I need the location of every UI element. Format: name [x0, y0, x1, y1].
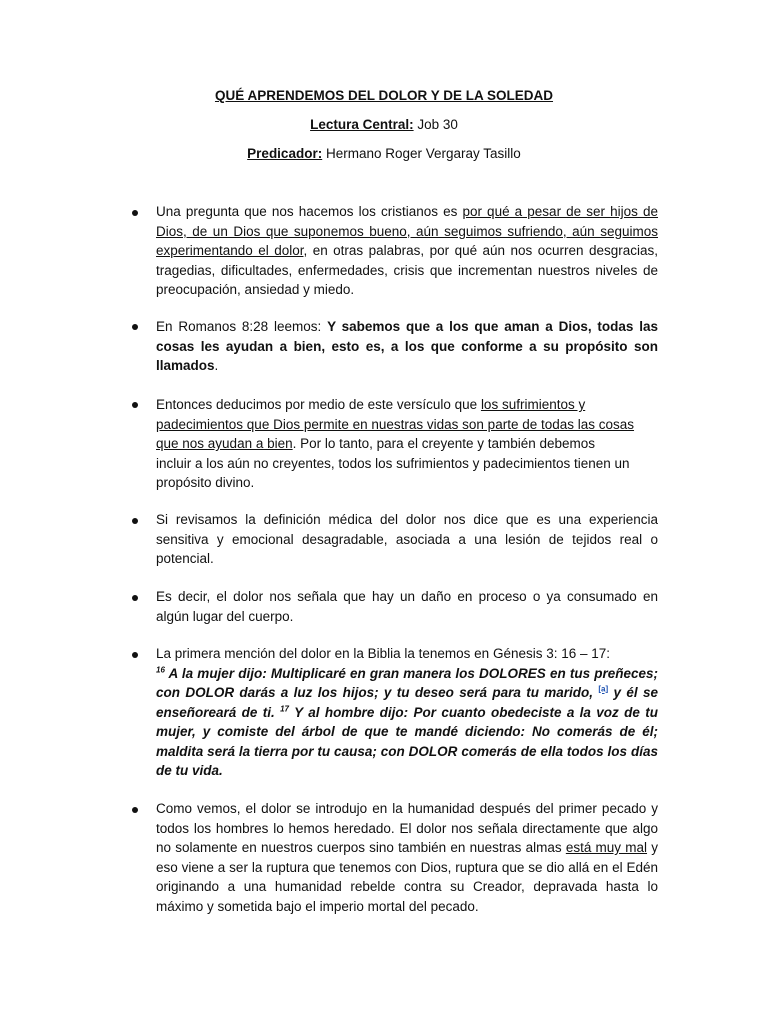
reading-line — [0, 117, 768, 133]
p7-text-a: Como vemos, el dolor se introdujo en la humanidad después del primer pecado y todos los hombres lo hemos heredado. El dolor nos señala directamente que algo no solamente en nuestros cuerpos sino también en nuestras almas — [156, 801, 658, 855]
paragraph-1 — [156, 202, 658, 300]
footnote-link[interactable]: [a] — [598, 684, 609, 694]
document-title — [0, 88, 768, 104]
p3-text-a: Entonces deducimos por medio de este versículo que — [156, 397, 481, 412]
reading-label: Lectura Central: — [310, 117, 414, 132]
title-text: QUÉ APRENDEMOS DEL DOLOR Y DE LA SOLEDAD — [214, 88, 554, 103]
verse-17-text: Y al hombre dijo: Por cuanto obedeciste a la voz de tu mujer, y comiste del árbol de que te mandé diciendo: No comerás de él; maldita será la tierra por tu causa; con DOLOR comerás de ella todos los días de tu vida. — [156, 704, 658, 778]
bullet-5 — [132, 595, 138, 601]
p4-text: Si revisamos la definición médica del dolor nos dice que es una experiencia sensitiva y emocional desagradable, asociada a una lesión de tejidos real o potencial. — [156, 512, 658, 566]
p3-underlined-2: padecimientos que Dios permite en nuestras vidas son parte de todas las cosas — [156, 416, 635, 432]
p2-text-c: . — [214, 358, 219, 373]
paragraph-5 — [156, 587, 658, 626]
paragraph-3 — [156, 395, 658, 493]
bullet-2 — [132, 324, 138, 330]
verse-17-number: 17 — [280, 704, 289, 713]
p6-intro: La primera mención del dolor en la Biblia la tenemos en Génesis 3: 16 – 17: — [156, 646, 611, 661]
bullet-3 — [132, 402, 138, 408]
reading-value: Job 30 — [413, 117, 458, 132]
preacher-label: Predicador: — [247, 146, 323, 161]
paragraph-6 — [156, 644, 658, 781]
bullet-4 — [132, 518, 138, 524]
bullet-6 — [132, 652, 138, 658]
p1-text-a: Una pregunta que nos hacemos los cristianos es — [156, 204, 463, 219]
p3-text-c1: . Por lo tanto, para el creyente y también debemos — [292, 436, 596, 451]
bullet-7 — [132, 807, 138, 813]
p3-text-c3: propósito divino. — [156, 475, 255, 490]
p2-text-a: En Romanos 8:28 leemos: — [156, 319, 328, 334]
preacher-value: Hermano Roger Vergaray Tasillo — [322, 146, 521, 161]
p3-underlined-1: los sufrimientos y — [480, 397, 586, 412]
verse-16-text-b: y él se enseñoreará de ti. — [156, 685, 658, 720]
preacher-line — [0, 146, 768, 162]
p2-verse-bold: Y sabemos que a los que aman a Dios, todas las cosas les ayudan a bien, esto es, a los que conforme a su propósito son llamados — [156, 319, 658, 373]
verse-16-text-a: A la mujer dijo: Multiplicaré en gran manera los DOLORES en tus preñeces; con DOLOR darás a luz los hijos; y tu deseo será para tu marido, — [156, 665, 658, 700]
verse-16-number: 16 — [156, 665, 165, 674]
paragraph-7 — [156, 799, 658, 916]
bullet-1 — [132, 210, 138, 216]
p7-underlined: está muy mal — [565, 840, 648, 855]
p3-underlined-3: que nos ayudan a bien — [156, 436, 293, 451]
p5-text: Es decir, el dolor nos señala que hay un daño en proceso o ya consumado en algún lugar del cuerpo. — [156, 589, 658, 624]
p1-text-c: , en otras palabras, por qué aún nos ocurren desgracias, tragedias, dificultades, enfermedades, crisis que incrementan nuestros niveles de preocupación, ansiedad y miedo. — [156, 243, 658, 297]
p1-underlined: por qué a pesar de ser hijos de Dios, de un Dios que suponemos bueno, aún seguimos sufriendo, aún seguimos experimentando el dolor — [156, 204, 659, 258]
paragraph-4 — [156, 510, 658, 569]
p7-text-c: y eso viene a ser la ruptura que tenemos con Dios, ruptura que se dio allá en el Edén originando a una humanidad rebelde contra su Creador, depravada hasta lo máximo y sometida bajo el imperio mortal del pecado. — [156, 840, 658, 914]
p3-text-c2: incluir a los aún no creyentes, todos los sufrimientos y padecimientos tienen un — [156, 455, 630, 471]
paragraph-2 — [156, 317, 658, 376]
